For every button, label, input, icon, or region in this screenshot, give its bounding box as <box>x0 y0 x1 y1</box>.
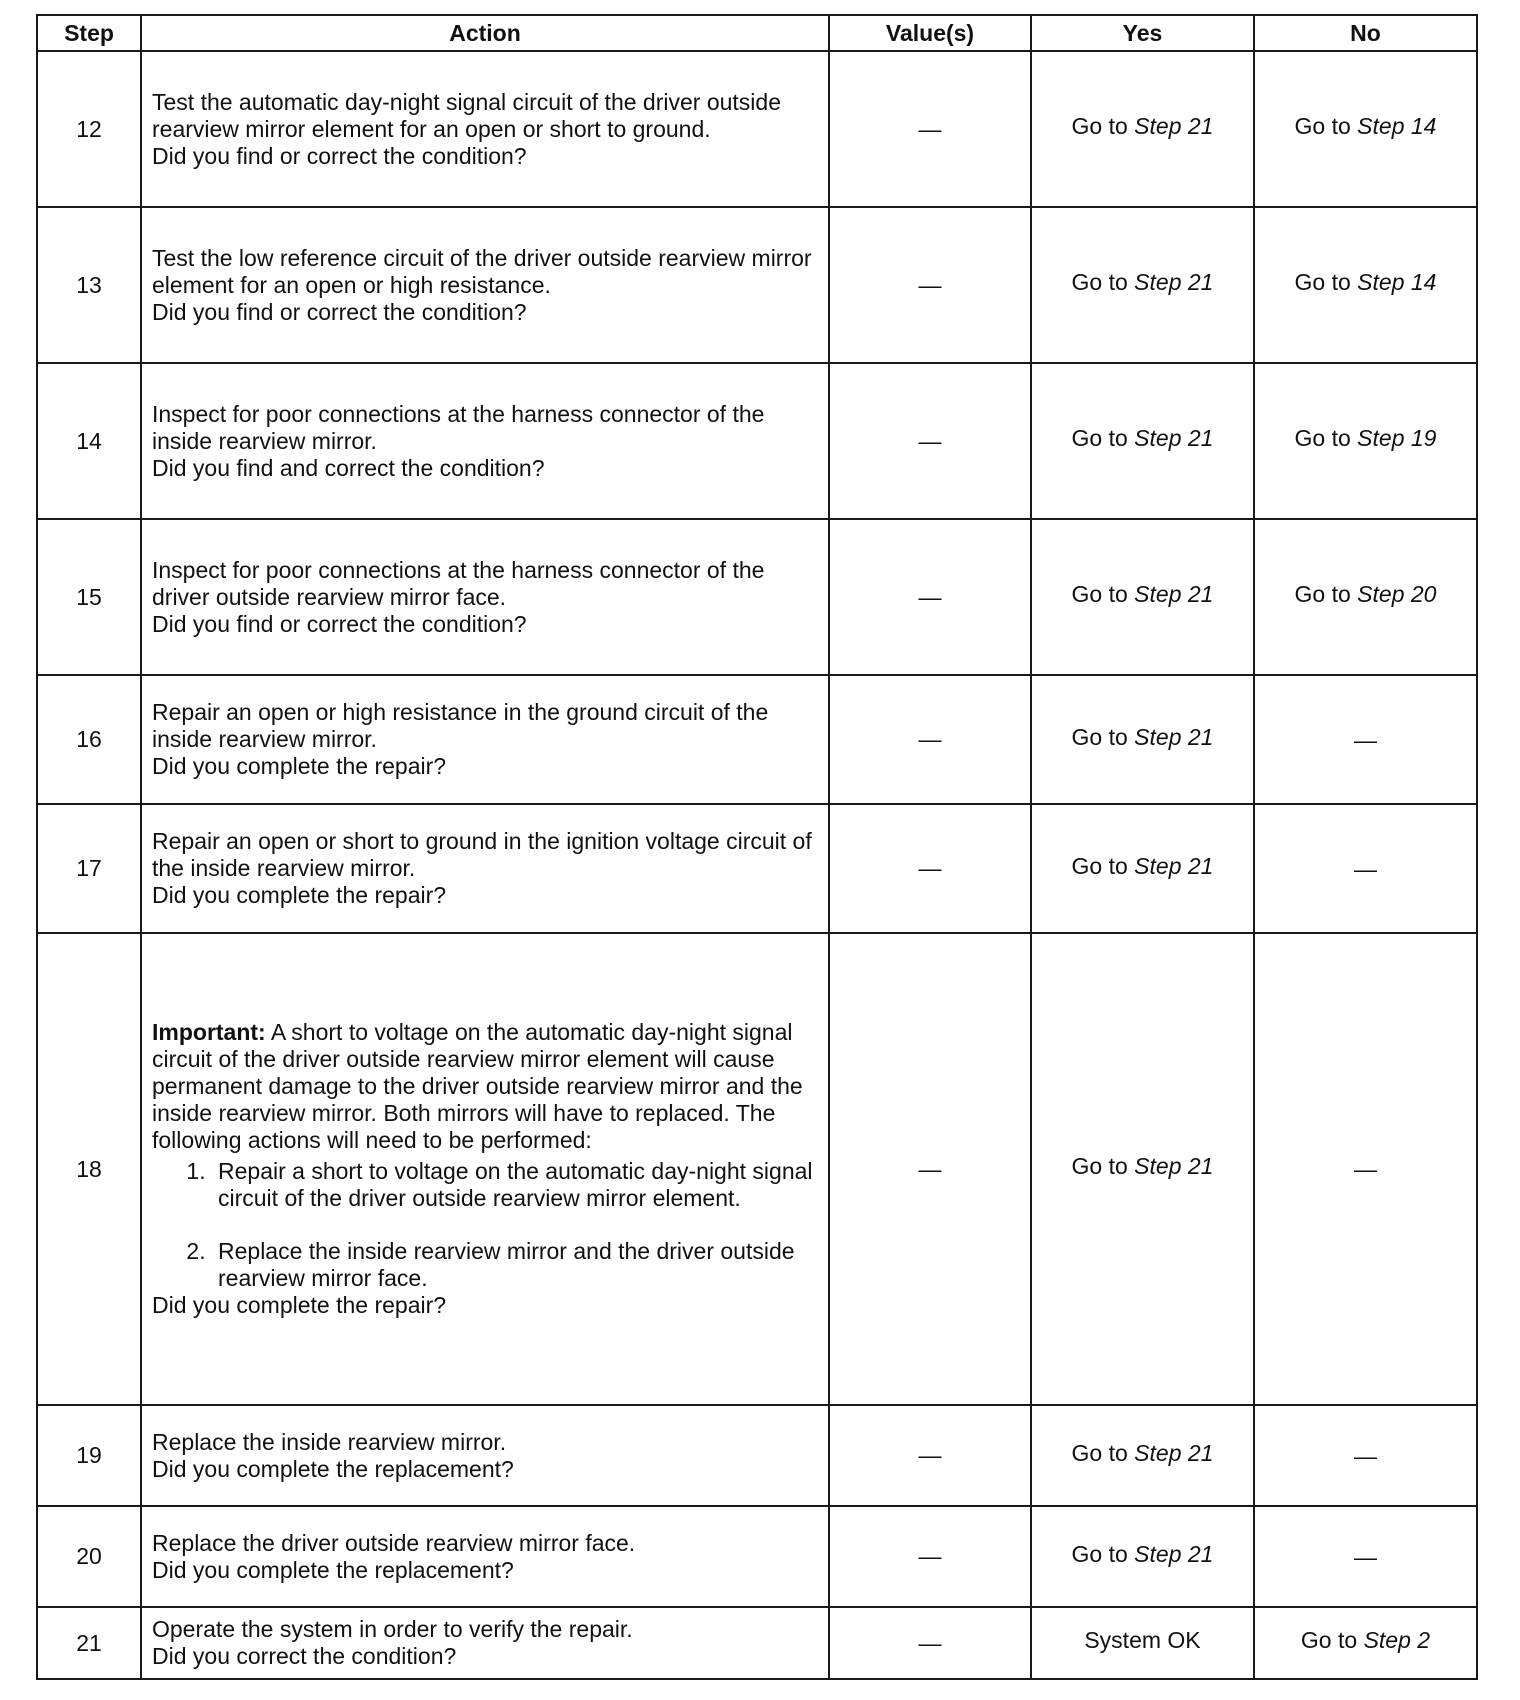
yes-cell <box>1031 675 1254 804</box>
no-cell: — <box>1254 933 1477 1405</box>
yes-cell <box>1031 1506 1254 1607</box>
table-header-row <box>37 15 1477 51</box>
yes-goto-prefix: Go to <box>1071 723 1135 750</box>
step-number: 18 <box>37 933 141 1405</box>
table-row <box>37 51 1477 207</box>
action-cell <box>141 51 829 207</box>
step-number: 21 <box>37 1607 141 1679</box>
yes-goto-prefix: Go to <box>1071 1153 1135 1179</box>
no-step-link[interactable]: Step 14 <box>1357 113 1437 139</box>
no-step-link[interactable]: Step 2 <box>1363 1627 1431 1653</box>
no-cell: — <box>1254 675 1477 804</box>
value-cell: — <box>829 675 1031 804</box>
list-item: 1. Repair a short to voltage on the automatic day-night signal circuit of the driver outside rearview mirror element. <box>212 1158 818 1212</box>
step-number: 16 <box>37 675 141 804</box>
yes-cell <box>1031 804 1254 933</box>
yes-step-link[interactable]: Step 21 <box>1134 1439 1214 1466</box>
no-cell <box>1254 363 1477 519</box>
action-question: Did you find and correct the condition? <box>152 454 545 481</box>
no-step-link[interactable]: Step 14 <box>1357 269 1437 295</box>
yes-step-link[interactable]: Step 21 <box>1134 113 1214 139</box>
yes-cell <box>1031 933 1254 1405</box>
action-text: Operate the system in order to verify the repair. <box>152 1616 633 1642</box>
header-yes: Yes <box>1031 15 1254 51</box>
step-number: 17 <box>37 804 141 933</box>
yes-step-link[interactable]: Step 21 <box>1134 269 1214 295</box>
action-question: Did you find or correct the condition? <box>152 298 527 325</box>
action-cell <box>141 675 829 804</box>
yes-goto-prefix: Go to <box>1071 1439 1135 1466</box>
value-cell: — <box>829 1405 1031 1506</box>
action-text: Replace the inside rearview mirror. <box>152 1428 507 1455</box>
action-question: Did you complete the replacement? <box>152 1455 514 1482</box>
yes-cell <box>1031 207 1254 363</box>
no-cell: — <box>1254 1405 1477 1506</box>
important-text: A short to voltage on the automatic day-night signal circuit of the driver outside rearview mirror element will cause permanent damage to the driver outside rearview mirror and the inside rearview mirror. Both mirrors will have to replaced. The following actions will need to be performed: <box>152 1019 803 1153</box>
yes-cell: System OK <box>1031 1607 1254 1679</box>
diagnostic-table <box>36 14 1478 1680</box>
table-row <box>37 1506 1477 1607</box>
step-number: 13 <box>37 207 141 363</box>
action-text: Inspect for poor connections at the harness connector of the inside rearview mirror. <box>152 400 765 454</box>
no-cell: — <box>1254 804 1477 933</box>
no-cell <box>1254 1607 1477 1679</box>
no-step-link[interactable]: Step 20 <box>1357 581 1437 607</box>
yes-goto-prefix: Go to <box>1071 581 1135 607</box>
list-item: 2. Replace the inside rearview mirror and the driver outside rearview mirror face. <box>212 1238 818 1292</box>
yes-cell <box>1031 51 1254 207</box>
action-question: Did you complete the replacement? <box>152 1556 514 1583</box>
no-goto-prefix: Go to <box>1294 269 1358 295</box>
yes-cell <box>1031 1405 1254 1506</box>
diagnostic-table-page <box>36 14 1476 1680</box>
action-question: Did you find or correct the condition? <box>152 142 527 169</box>
action-question: Did you correct the condition? <box>152 1643 457 1669</box>
header-no: No <box>1254 15 1477 51</box>
table-row <box>37 207 1477 363</box>
yes-goto-prefix: Go to <box>1071 852 1135 879</box>
yes-cell <box>1031 363 1254 519</box>
action-cell <box>141 207 829 363</box>
table-row <box>37 519 1477 675</box>
action-cell <box>141 1607 829 1679</box>
yes-goto-prefix: Go to <box>1071 269 1135 295</box>
no-cell <box>1254 51 1477 207</box>
value-cell: — <box>829 207 1031 363</box>
action-text: Repair an open or high resistance in the ground circuit of the inside rearview mirror. <box>152 699 769 752</box>
yes-goto-prefix: Go to <box>1071 1540 1135 1567</box>
yes-step-link[interactable]: Step 21 <box>1134 581 1214 607</box>
value-cell: — <box>829 51 1031 207</box>
important-label: Important: <box>152 1019 266 1045</box>
action-cell <box>141 933 829 1405</box>
step-number: 14 <box>37 363 141 519</box>
yes-step-link[interactable]: Step 21 <box>1134 425 1214 451</box>
value-cell: — <box>829 804 1031 933</box>
header-action: Action <box>141 15 829 51</box>
step-number: 20 <box>37 1506 141 1607</box>
value-cell: — <box>829 933 1031 1405</box>
action-cell <box>141 519 829 675</box>
step-number: 12 <box>37 51 141 207</box>
action-question: Did you complete the repair? <box>152 882 447 908</box>
action-text: Replace the driver outside rearview mirror face. <box>152 1529 636 1556</box>
no-goto-prefix: Go to <box>1294 113 1358 139</box>
action-text: Repair an open or short to ground in the ignition voltage circuit of the inside rearview mirror. <box>152 828 812 881</box>
value-cell: — <box>829 1506 1031 1607</box>
action-cell <box>141 363 829 519</box>
action-cell <box>141 804 829 933</box>
value-cell: — <box>829 363 1031 519</box>
value-cell: — <box>829 519 1031 675</box>
no-cell: — <box>1254 1506 1477 1607</box>
action-text: Test the low reference circuit of the driver outside rearview mirror element for an open or high resistance. <box>152 244 812 298</box>
header-values: Value(s) <box>829 15 1031 51</box>
action-cell <box>141 1405 829 1506</box>
no-step-link[interactable]: Step 19 <box>1357 425 1437 451</box>
action-question: Did you complete the repair? <box>152 753 447 779</box>
no-goto-prefix: Go to <box>1294 425 1358 451</box>
action-question: Did you find or correct the condition? <box>152 610 527 637</box>
header-step: Step <box>37 15 141 51</box>
no-goto-prefix: Go to <box>1294 581 1358 607</box>
table-row <box>37 804 1477 933</box>
yes-step-link[interactable]: Step 21 <box>1134 1153 1214 1179</box>
no-cell <box>1254 519 1477 675</box>
action-cell <box>141 1506 829 1607</box>
repair-actions-list <box>152 1158 818 1292</box>
yes-goto-prefix: Go to <box>1071 113 1135 139</box>
step-number: 15 <box>37 519 141 675</box>
table-row <box>37 933 1477 1405</box>
table-row <box>37 1607 1477 1679</box>
no-cell <box>1254 207 1477 363</box>
table-row <box>37 363 1477 519</box>
table-row <box>37 675 1477 804</box>
action-text: Inspect for poor connections at the harness connector of the driver outside rearview mirror face. <box>152 556 765 610</box>
action-question: Did you complete the repair? <box>152 1292 447 1318</box>
yes-step-link[interactable]: Step 21 <box>1134 723 1214 750</box>
table-row <box>37 1405 1477 1506</box>
action-text: Test the automatic day-night signal circuit of the driver outside rearview mirror element for an open or short to ground. <box>152 88 781 142</box>
yes-cell <box>1031 519 1254 675</box>
yes-goto-prefix: Go to <box>1071 425 1135 451</box>
yes-step-link[interactable]: Step 21 <box>1134 852 1214 879</box>
step-number: 19 <box>37 1405 141 1506</box>
yes-step-link[interactable]: Step 21 <box>1134 1540 1214 1567</box>
no-goto-prefix: Go to <box>1300 1627 1364 1653</box>
value-cell: — <box>829 1607 1031 1679</box>
important-note <box>152 1019 818 1292</box>
